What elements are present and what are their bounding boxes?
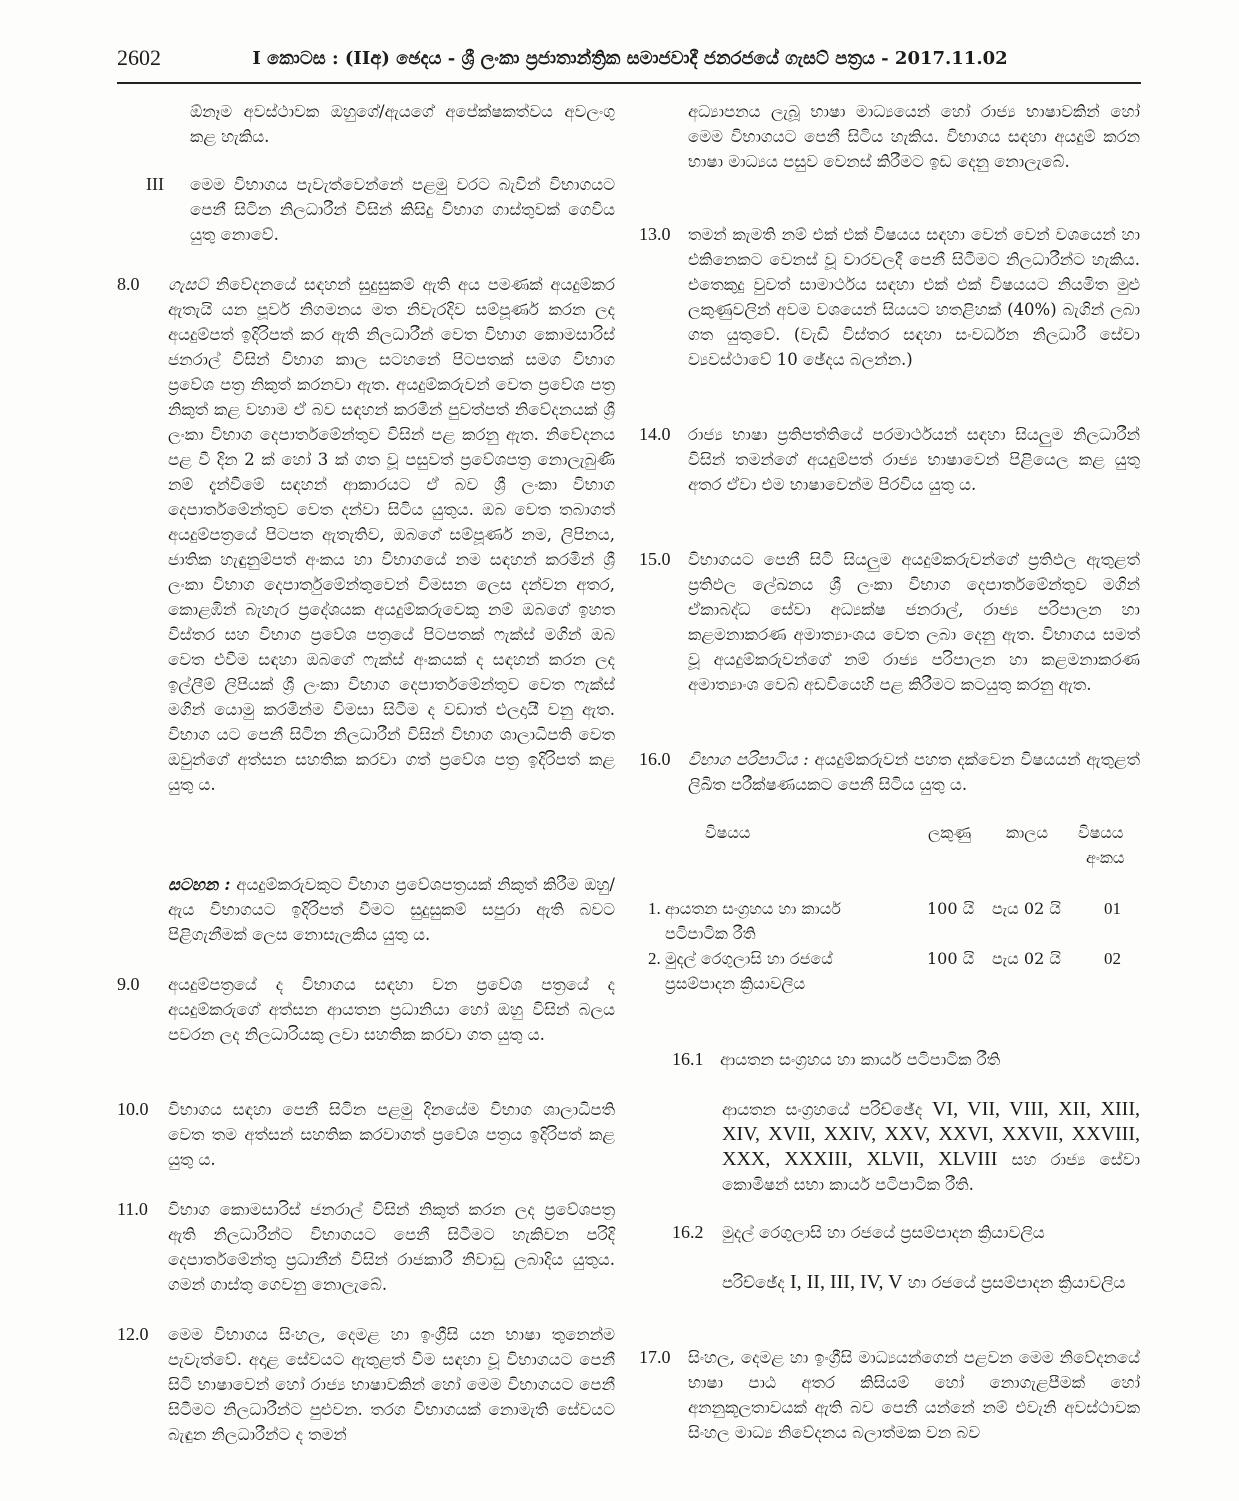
section-16-1-title: ආයතන සංග්‍රහය හා කාර්ය පටිපාටික රීති	[720, 1050, 1001, 1069]
section-16-label: 16.0	[639, 749, 671, 769]
section-16-2-prefix: පරිච්ඡේද	[722, 1273, 785, 1292]
row-time: පැය 02 යි	[992, 949, 1061, 968]
table-header-code-line2: අංකය	[1086, 848, 1125, 867]
table-header-marks: ලකුණු	[928, 823, 972, 842]
note-text: අයදුම්කරුවකුට විභාග ප්‍රවේශපත්‍රයක් නිකුත් කිරීම ඔහු/ඇය විභාගයට ඉදිරිපත් වීමට සුදුසුකම් සපුරා ඇති බවට පිළිගැනීමක් ලෙස නොසැලකිය යුතු ය.	[168, 875, 615, 944]
row-code: 01	[1104, 899, 1121, 918]
continued-paragraph-right: අධ්‍යාපනය ලැබූ භාෂා මාධ්‍යයෙන් හෝ රාජ්‍ය භාෂාවකින් හෝ මෙම විභාගයට පෙනී සිටිය හැකිය. විභාගය සඳහා අයදුම් කරන භාෂා මාධ්‍යය පසුව වෙනස් කිරීමට ඉඩ දෙනු නොලැබේ.	[688, 102, 1140, 171]
section-III-text: මෙම විභාගය පැවැත්වෙන්නේ පළමු වරට බැවින් විභාගයට පෙනී සිටින නිලධාරීන් විසින් කිසිදු විභාග ගාස්තුවක් ගෙවිය යුතු නොවේ.	[190, 175, 615, 244]
section-12-label: 12.0	[117, 1324, 149, 1344]
section-16-1-chapters: VI, VII, VIII, XII, XIII, XIV, XVII, XXIV, XXV, XXVI, XXVII, XXVIII, XXX, XXXIII, XLVII, XLVIII	[722, 1098, 1140, 1170]
section-16-paragraph	[688, 747, 1140, 797]
section-16-1-suffix: සහ රාජ්‍ය සේවා කොමිෂන් සභා කාර්ය පටිපාටික රීති.	[722, 1150, 1140, 1194]
table-header-code: විෂයය	[1078, 823, 1124, 842]
section-16-2-body	[722, 1270, 1140, 1295]
section-14-label: 14.0	[639, 424, 671, 444]
continued-paragraph-left: ඕනෑම අවස්ථාවක ඔහුගේ/ඇයගේ අපේක්ෂකත්වය අවලංගු කළ හැකිය.	[190, 102, 615, 146]
row-subject: මුදල් රෙගුලාසි හා රජයේ ප්‍රසම්පාදන ක්‍රියාවලිය	[665, 949, 833, 993]
section-8-lead: ගැසට්	[168, 275, 209, 294]
row-marks: 100 යි	[927, 899, 975, 918]
section-16-1-body	[722, 1097, 1140, 1197]
section-16-2-label: 16.2	[672, 1222, 704, 1242]
section-16-1-prefix: ආයතන සංග්‍රහයේ පරිච්ඡේද	[722, 1100, 923, 1119]
note-paragraph	[168, 872, 615, 947]
section-III-label: III	[146, 174, 164, 194]
section-9-label: 9.0	[117, 974, 140, 994]
section-13-text: තමන් කැමති නම් එක් එක් විෂයය සඳහා වෙන් වෙන් වශයෙන් හා එකිනෙකට වෙනස් වූ වාරවලදී පෙනී සිටීමට නිලධාරීන්ට හැකිය. එතෙකුදු වුවත් සාමාර්ථය සඳහා එක් එක් විෂයයට නියමිත මුළු ලකුණුවලින් අවම වශයෙන් සියයට හතළිහක් (40%) බැගින් ලබා ගත යුතුවේ. (වැඩි විස්තර සඳහා සංවර්ධන නිලධාරී සේවා ව්‍යවස්ථාවේ 10 ඡේදය බලන්න.)	[688, 225, 1140, 369]
section-15-text: විභාගයට පෙනී සිටි සියලුම අයදුම්කරුවන්ගේ ප්‍රතිඵල ඇතුළත් ප්‍රතිඵල ලේඛනය ශ්‍රී ලංකා විභාග දෙපාර්තමේන්තුව මගින් ඒකාබද්ධ සේවා අධ්‍යක්ෂ ජනරාල්, රාජ්‍ය පරිපාලන හා කළමනාකරණ අමාත්‍යාංශය වෙත ලබා දෙනු ඇත. විභාගය සමත් වූ අයදුම්කරුවන්ගේ නම් රාජ්‍ය පරිපාලන හා කළමනාකරණ අමාත්‍යාංශ වෙබ් අඩවියෙහි පළ කිරීමට කටයුතු කරනු ඇත.	[688, 550, 1140, 694]
section-11-label: 11.0	[117, 1199, 148, 1219]
section-17-text: සිංහල, දෙමළ හා ඉංග්‍රීසි මාධ්‍යයන්ගෙන් පළවන මෙම නිවේදනයේ භාෂා පාඨ අතර කිසියම් හෝ නොගැළපීමක් හෝ අනනුකූලතාවයක් ඇති බව පෙනී යන්නේ නම් එවැනි අවස්ථාවක සිංහල මාධ්‍ය නිවේදනය බලාත්මක වන බව	[688, 1348, 1140, 1442]
section-16-2-title: මුදල් රෙගුලාසි හා රජයේ ප්‍රසම්පාදන ක්‍රියාවලිය	[722, 1223, 1045, 1242]
section-11-text: විභාග කොමසාරිස් ජනරාල් විසින් නිකුත් කරන ලද ප්‍රවේශපත්‍ර ඇති නිලධාරීන්ට විභාගයට පෙනී සිටීමට හැකිවන පරිදි දෙපාර්තමේන්තු ප්‍රධානීන් විසින් රාජකාරී නිවාඩු ලබාදිය යුතුය. ගමන් ගාස්තු ගෙවනු නොලැබේ.	[168, 1200, 615, 1294]
section-8-paragraph	[168, 272, 615, 797]
section-15-label: 15.0	[639, 549, 671, 569]
table-header-subject: විෂයය	[705, 823, 751, 842]
row-number: 1.	[648, 899, 661, 918]
row-marks: 100 යි	[927, 949, 975, 968]
section-8-text: නිවේදනයේ සඳහන් සුදුසුකම් ඇති අය පමණක් අයදුම්කර ඇතැයි යන පූර්ව නිගමනය මත නිවැරදිව සම්පූර්ණ කරන ලද අයදුම්පත් ඉදිරිපත් කර ඇති නිලධාරීන් වෙත විභාග කොමසාරිස් ජනරාල් විසින් විභාග කාල සටහනේ පිටපතක් සමග විභාග ප්‍රවේශ පත්‍ර නිකුත් කරනවා ඇත. අයදුම්කරුවන් වෙත ප්‍රවේශ පත්‍ර නිකුත් කළ වහාම ඒ බව සඳහන් කරමින් පුවත්පත් නිවේදනයක් ශ්‍රී ලංකා විභාග දෙපාර්තමේන්තුව විසින් පළ කරනු ඇත. නිවේදනය පළ වී දින 2 ක් හෝ 3 ක් ගත වූ පසුවත් ප්‍රවේශපත්‍ර නොලැබුණි නම් දැන්වීමේ සඳහන් ආකාරයට ඒ බව ශ්‍රී ලංකා විභාග දෙපාර්තමේන්තුව වෙත දන්වා සිටිය යුතුය. ඔබ වෙත තබාගත් අයදුම්පත්‍රයේ පිටපත ඇතැතිව, ඔබගේ සම්පූර්ණ නම, ලිපිනය, ජාතික හැඳුනුම්පත් අංකය හා විභාගයේ නම සඳහන් කරමින් ශ්‍රී ලංකා විභාග දෙපාර්තුමේන්තුවෙන් විමසන ලෙස දන්වන අතර, කොළඹින් බැහැර ප්‍රදේශයක අයදුම්කරුවෙකු නම් ඔබගේ ඉහත විස්තර සහ විභාග ප්‍රවේශ පත්‍රයේ පිටපතක් ෆැක්ස් මගින් ඔබ වෙත එවීම සඳහා ඔබගේ ෆැක්ස් අංකයක් ද සඳහන් කරන ලද ඉල්ලීම් ලිපියක් ශ්‍රී ලංකා විභාග දෙපාර්තමේන්තුව වෙත ෆැක්ස් මගින් යොමු කරමින්ම විමසා සිටීම ද වඩාත් එලදායී වනු ඇත. විභාග යට පෙනී සිටින නිලධාරීන් විසින් විභාග ශාලාධිපති වෙත ඔවුන්ගේ අත්සන සහතික කරවා ගත් ප්‍රවේශ පත්‍ර ඉදිරිපත් කළ යුතු ය.	[168, 275, 616, 794]
section-12-text: මෙම විභාගය සිංහල, දෙමළ හා ඉංග්‍රීසි යන භාෂා තුනෙන්ම පැවැත්වේ. අදාළ සේවයට ඇතුළත් වීම සඳහා වූ විභාගයට පෙනී සිටි භාෂාවෙන් හෝ රාජ්‍ය භාෂාවකින් හෝ මෙම විභාගයට පෙනී සිටීමට නිලධාරීන්ට පුළුවන. තරග විභාගයක් නොමැති සේවයට බැඳුන නිලධාරීන්ට ද තමන්	[168, 1325, 615, 1444]
section-16-lead: විභාග පරිපාටිය :	[688, 750, 809, 769]
header-rule	[117, 82, 1141, 84]
note-lead: සටහන :	[168, 875, 231, 894]
section-16-text: අයදුම්කරුවන් පහත දක්වෙන විෂයයන් ඇතුළත් ලිඛිත පරීක්ෂණයකට පෙනී සිටිය යුතු ය.	[688, 750, 1140, 794]
section-9-text: අයදුම්පත්‍රයේ ද විභාගය සඳහා වන ප්‍රවේශ පත්‍රයේ ද අයදුම්කරුගේ අත්සන ආයතන ප්‍රධානියා හෝ ඔහු විසින් බලය පවරන ලද නිලධාරියකු ලවා සහතික කරවා ගත යුතු ය.	[168, 975, 615, 1044]
section-14-text: රාජ්‍ය භාෂා ප්‍රතිපත්තියේ පරමාර්ථයන් සඳහා සියලුම නිලධාරීන් විසින් තමන්ගේ අයදුම්පත් රාජ්‍ය භාෂාවෙන් පිළියෙල කළ යුතු අතර ඒවා එම භාෂාවෙන්ම පිරවිය යුතු ය.	[688, 425, 1140, 494]
section-16-2-suffix: හා රජයේ ප්‍රසම්පාදන ක්‍රියාවලිය	[907, 1273, 1126, 1292]
section-16-2-chapters: I, II, III, IV, V	[789, 1271, 903, 1293]
section-16-1-label: 16.1	[672, 1049, 704, 1069]
row-subject: ආයතන සංග්‍රහය හා කාර්ය පටිපාටික රීති	[665, 899, 841, 943]
row-code: 02	[1104, 949, 1121, 968]
table-header-time: කාලය	[1006, 823, 1048, 842]
page-number: 2602	[117, 45, 161, 70]
row-time: පැය 02 යි	[992, 899, 1061, 918]
section-10-text: විභාගය සඳහා පෙනී සිටින පළමු දිනයේම විභාග ශාලාධිපති වෙත තම අත්සන් සහතික කරවාගත් ප්‍රවේශ පත්‍රය ඉදිරිපත් කළ යුතු ය.	[168, 1100, 615, 1169]
section-17-label: 17.0	[639, 1347, 671, 1367]
row-number: 2.	[648, 949, 661, 968]
section-10-label: 10.0	[117, 1099, 149, 1119]
section-13-label: 13.0	[639, 224, 671, 244]
section-8-label: 8.0	[117, 274, 140, 294]
page-header-title: I කොටස : (IIඅ) ඡෙදය - ශ්‍රී ලංකා ප්‍රජාතාන්ත්‍රික සමාජවාදී ජනරජයේ ගැසට් පත්‍රය - 2017.11.02	[252, 48, 1008, 69]
